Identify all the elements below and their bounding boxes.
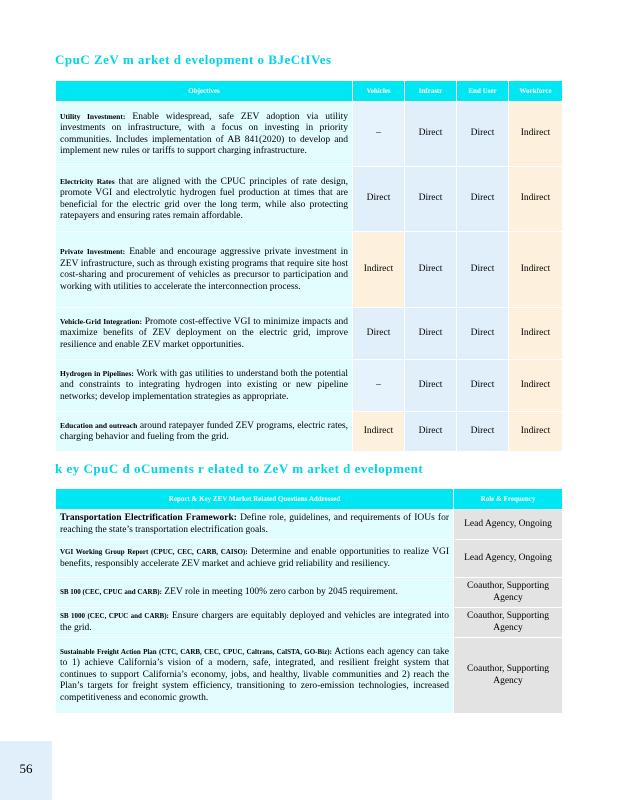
table-row bbox=[56, 167, 563, 232]
objective-text: Promote cost-effective VGI to minimize impacts and maximize benefits of ZEV deployment on the electric grid, improve resilience and enable ZEV market opportunities. bbox=[60, 316, 349, 350]
table-row bbox=[56, 638, 563, 714]
table-row bbox=[56, 540, 563, 578]
objective-cell bbox=[56, 102, 353, 167]
objective-lead: Education and outreach bbox=[60, 420, 138, 430]
vehicles-cell: Indirect bbox=[353, 232, 405, 308]
report-cell bbox=[56, 578, 454, 608]
infrastructure-cell: Direct bbox=[405, 412, 457, 452]
objective-cell bbox=[56, 360, 353, 412]
objective-lead: Vehicle-Grid Integration: bbox=[60, 316, 142, 326]
report-cell bbox=[56, 608, 454, 638]
end-user-cell: Direct bbox=[457, 167, 509, 232]
end-user-cell: Direct bbox=[457, 232, 509, 308]
objective-text: Enable and encourage aggressive private investment in ZEV infrastructure, such as through existing programs that require site host cost-sharing and procurement of vehicles as precursor to participation and working with utilities to accelerate the interconnection process. bbox=[60, 247, 349, 292]
page-number-box bbox=[0, 741, 52, 800]
infrastructure-cell: Direct bbox=[405, 308, 457, 360]
report-lead: VGI Working Group Report (CPUC, CEC, CARB, CAISO): bbox=[60, 548, 248, 556]
report-text: Ensure chargers are equitably deployed and vehicles are integrated into the grid. bbox=[60, 611, 450, 633]
role-cell: Lead Agency, Ongoing bbox=[454, 510, 563, 540]
section-title-key-documents: k ey CpuC d oCuments r elated to ZeV m arket d evelopment bbox=[55, 461, 424, 476]
objective-cell bbox=[56, 308, 353, 360]
header-vehicles: Vehicles bbox=[353, 81, 405, 102]
infrastructure-cell: Direct bbox=[405, 102, 457, 167]
workforce-cell: Indirect bbox=[509, 308, 563, 360]
header-end-user: End User bbox=[457, 81, 509, 102]
objective-lead: Electricity Rates bbox=[60, 176, 115, 186]
vehicles-cell: Indirect bbox=[353, 412, 405, 452]
table-row bbox=[56, 578, 563, 608]
workforce-cell: Indirect bbox=[509, 167, 563, 232]
role-cell: Coauthor, Supporting Agency bbox=[454, 638, 563, 714]
objectives-table bbox=[55, 80, 563, 452]
workforce-cell: Indirect bbox=[509, 232, 563, 308]
table-row bbox=[56, 308, 563, 360]
documents-header-row bbox=[56, 489, 563, 510]
objective-cell bbox=[56, 412, 353, 452]
end-user-cell: Direct bbox=[457, 102, 509, 167]
objective-lead: Hydrogen in Pipelines: bbox=[60, 368, 134, 378]
table-row bbox=[56, 102, 563, 167]
workforce-cell: Indirect bbox=[509, 360, 563, 412]
header-infrastructure: Infrastr bbox=[405, 81, 457, 102]
objective-text: that are aligned with the CPUC principles of rate design, promote VGI and electrolytic hydrogen fuel production at times that are beneficial for the electric grid over the long term, while also protecting ratepayers and ensuring rates remain affordable. bbox=[60, 176, 349, 221]
report-cell bbox=[56, 510, 454, 540]
role-cell: Lead Agency, Ongoing bbox=[454, 540, 563, 578]
objective-cell bbox=[56, 232, 353, 308]
objective-text: around ratepayer funded ZEV programs, electric rates, charging behavior and fueling from the grid. bbox=[60, 420, 348, 442]
objective-cell bbox=[56, 167, 353, 232]
report-lead: SB 1000 (CEC, CPUC and CARB): bbox=[60, 612, 169, 620]
report-cell bbox=[56, 540, 454, 578]
report-lead: SB 100 (CEC, CPUC and CARB): bbox=[60, 587, 162, 596]
report-text: ZEV role in meeting 100% zero carbon by 2045 requirement. bbox=[164, 586, 398, 597]
page-number: 56 bbox=[19, 761, 33, 776]
vehicles-cell: Direct bbox=[353, 167, 405, 232]
report-text: Define role, guidelines, and requirements of IOUs for reaching the state’s transportation electrification goals. bbox=[60, 513, 449, 535]
vehicles-cell: – bbox=[353, 102, 405, 167]
table-row bbox=[56, 510, 563, 540]
report-cell bbox=[56, 638, 454, 714]
end-user-cell: Direct bbox=[457, 360, 509, 412]
documents-table bbox=[55, 488, 563, 714]
role-cell: Coauthor, Supporting Agency bbox=[454, 578, 563, 608]
end-user-cell: Direct bbox=[457, 412, 509, 452]
vehicles-cell: Direct bbox=[353, 308, 405, 360]
vehicles-cell: – bbox=[353, 360, 405, 412]
objective-lead: Utility Investment: bbox=[60, 111, 126, 121]
infrastructure-cell: Direct bbox=[405, 360, 457, 412]
header-objectives: Objectives bbox=[56, 81, 353, 102]
objective-lead: Private Investment: bbox=[60, 247, 126, 256]
header-report: Report & Key ZEV Market Related Questions Addressed bbox=[56, 489, 454, 510]
objective-text: Work with gas utilities to understand both the potential and constraints to integrating hydrogen into existing or new pipeline networks; develop implementation strategies as appropriate. bbox=[60, 368, 348, 402]
header-workforce: Workforce bbox=[509, 81, 563, 102]
table-row bbox=[56, 412, 563, 452]
role-cell: Coauthor, Supporting Agency bbox=[454, 608, 563, 638]
report-lead: Transportation Electrification Framework: bbox=[60, 513, 237, 523]
report-text: Determine and enable opportunities to realize VGI benefits, responsibly accelerate ZEV market and achieve grid reliability and resiliency. bbox=[60, 547, 449, 569]
table-row bbox=[56, 360, 563, 412]
objective-text: Enable widespread, safe ZEV adoption via utility investments on infrastructure, with a focus on investing in priority communities. Includes implementation of AB 841(2020) to develop and implement new rules or tariffs to support charging infrastructure. bbox=[60, 111, 348, 156]
section-title-objectives: CpuC ZeV m arket d evelopment o BJeCtIVes bbox=[55, 52, 332, 67]
table-row bbox=[56, 232, 563, 308]
table-row bbox=[56, 608, 563, 638]
report-text: Actions each agency can take to 1) achieve California’s vision of a modern, safe, integrated, and resilient freight system that continues to support California’s economy, jobs, and healthy, livable communities and 2) reach the Plan’s targets for freight system efficiency, transitioning to zero-emission technologies, increased competitiveness and economic growth. bbox=[60, 646, 450, 703]
header-role: Role & Frequency bbox=[454, 489, 563, 510]
objectives-header-row bbox=[56, 81, 563, 102]
report-lead: Sustainable Freight Action Plan (CTC, CARB, CEC, CPUC, Caltrans, CalSTA, GO-Biz): bbox=[60, 647, 332, 656]
infrastructure-cell: Direct bbox=[405, 232, 457, 308]
infrastructure-cell: Direct bbox=[405, 167, 457, 232]
workforce-cell: Indirect bbox=[509, 412, 563, 452]
workforce-cell: Indirect bbox=[509, 102, 563, 167]
end-user-cell: Direct bbox=[457, 308, 509, 360]
